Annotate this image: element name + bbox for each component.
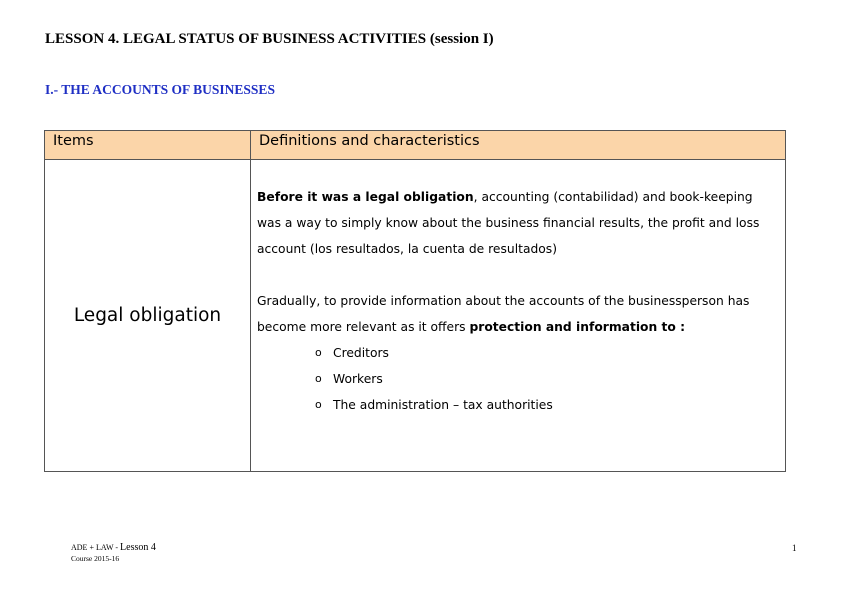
footer-year: Course 2015-16 bbox=[71, 554, 120, 563]
definition-paragraph-2 bbox=[257, 288, 775, 340]
definition-paragraph-1 bbox=[257, 184, 775, 262]
table-header-row bbox=[45, 131, 786, 160]
definition-bold-lead: Before it was a legal obligation bbox=[257, 190, 474, 204]
circle-bullet-icon: o bbox=[315, 346, 322, 359]
list-item-label: Creditors bbox=[333, 346, 389, 360]
page-number: 1 bbox=[792, 543, 797, 553]
list-item bbox=[315, 340, 775, 366]
footer-course-label: ADE + LAW - bbox=[71, 543, 121, 552]
table-row bbox=[45, 160, 786, 472]
definitions-table bbox=[44, 130, 786, 472]
definition-cell bbox=[251, 160, 786, 472]
footer-lesson: Lesson 4 bbox=[120, 542, 156, 553]
list-item bbox=[315, 366, 775, 392]
definition-text-1: , accounting (contabilidad) and book-keeping was a way to simply know about the business financial results, the profit and loss account (los resultados, la cuenta de resultados) bbox=[257, 190, 760, 256]
circle-bullet-icon: o bbox=[315, 372, 322, 385]
section-heading: I.- THE ACCOUNTS OF BUSINESSES bbox=[45, 82, 275, 97]
circle-bullet-icon: o bbox=[315, 398, 322, 411]
list-item-label: The administration – tax authorities bbox=[333, 398, 553, 412]
list-item bbox=[315, 392, 775, 418]
column-header-items: Items bbox=[45, 131, 251, 160]
footer-course-line bbox=[71, 542, 156, 553]
definition-text-2: Gradually, to provide information about the accounts of the businessperson has become more relevant as it offers bbox=[257, 294, 750, 334]
list-item-label: Workers bbox=[333, 372, 383, 386]
page-title: LESSON 4. LEGAL STATUS OF BUSINESS ACTIVITIES (session I) bbox=[45, 31, 494, 47]
footer bbox=[71, 542, 156, 564]
item-cell: Legal obligation bbox=[45, 160, 251, 472]
definition-bold-emphasis: protection and information to : bbox=[469, 320, 686, 334]
stakeholder-list bbox=[257, 340, 775, 418]
column-header-definitions: Definitions and characteristics bbox=[251, 131, 786, 160]
